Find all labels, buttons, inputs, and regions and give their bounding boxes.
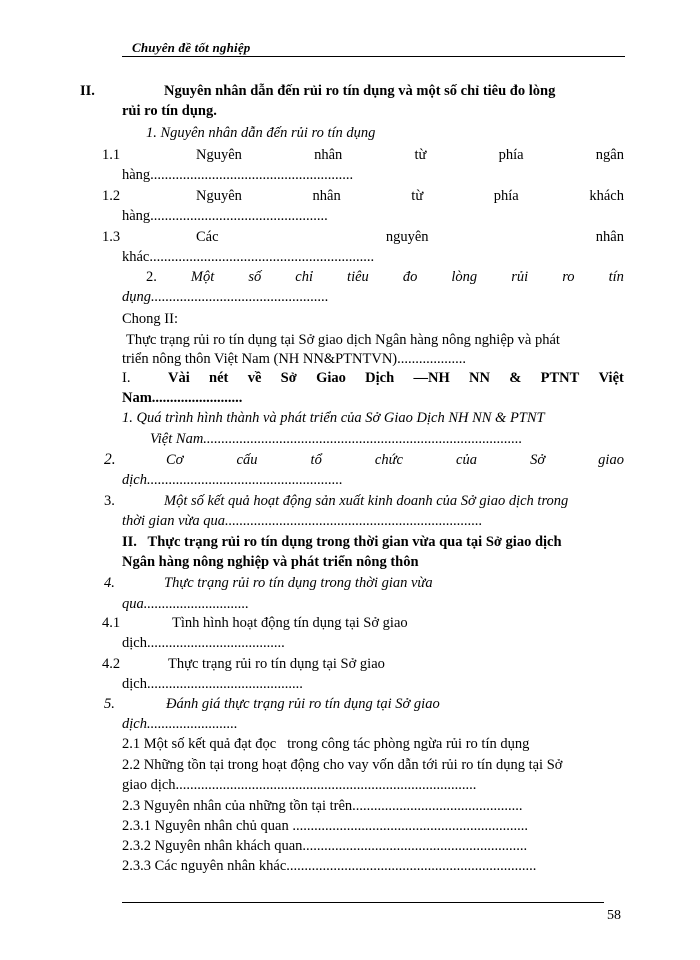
toc-entry-2 bbox=[146, 268, 624, 286]
word: nhân bbox=[312, 188, 341, 204]
chapter-label: Chong II: bbox=[122, 311, 178, 327]
toc-entry-2-2-line1: 2.2 Những tồn tại trong hoạt động cho vay vốn dẫn tới rủi ro tín dụng tại Sở bbox=[122, 757, 563, 773]
toc-entry-4-2-line2: dịch........................................... bbox=[122, 676, 303, 692]
word: Dịch bbox=[365, 370, 395, 386]
word: ngân bbox=[595, 147, 624, 163]
toc-entry-I-3-line1: Một số kết quả hoạt động sản xuất kinh doanh của Sở giao dịch trong bbox=[164, 493, 569, 509]
word: Việt bbox=[598, 370, 624, 386]
word: giao bbox=[598, 452, 624, 468]
word: nét bbox=[209, 370, 229, 386]
toc-entry-1: 1. Nguyên nhân dẫn đến rủi ro tín dụng bbox=[146, 125, 376, 141]
page-number: 58 bbox=[607, 908, 621, 923]
word: từ bbox=[414, 147, 427, 163]
toc-entry-2-2-line2: giao dịch................................................................................... bbox=[122, 777, 477, 793]
word: nhân bbox=[314, 147, 343, 163]
word: đo bbox=[402, 269, 418, 285]
toc-number-1-3: 1.3 bbox=[102, 229, 121, 245]
toc-entry-1-2-cont: hàng................................................. bbox=[122, 208, 328, 224]
word: Sở bbox=[280, 370, 297, 386]
toc-entry-2-3-3: 2.3.3 Các nguyên nhân khác..................................................................... bbox=[122, 858, 537, 874]
word: khách bbox=[589, 188, 624, 204]
toc-number-I-2: 2. bbox=[104, 451, 116, 468]
toc-entry-I-3-line2: thời gian vừa qua....................................................................... bbox=[122, 513, 483, 529]
toc-entry-II-line2: Ngân hàng nông nghiệp và phát triển nông thôn bbox=[122, 554, 419, 570]
chapter-title-line2: triển nông thôn Việt Nam (NH NN&PTNTVN)................... bbox=[122, 351, 467, 367]
toc-number-2: 2. bbox=[146, 269, 157, 285]
toc-number-4: 4. bbox=[104, 575, 115, 591]
toc-number-4-1: 4.1 bbox=[102, 615, 121, 631]
toc-entry-I bbox=[168, 369, 624, 387]
word: cấu bbox=[236, 452, 258, 468]
toc-entry-4-line1: Thực trạng rủi ro tín dụng trong thời gian vừa bbox=[164, 575, 433, 591]
toc-entry-I-2-cont: dịch...................................................... bbox=[122, 472, 343, 488]
section-title-line2: rủi ro tín dụng. bbox=[122, 103, 217, 119]
toc-entry-1-1-cont: hàng........................................................ bbox=[122, 167, 354, 183]
toc-entry-2-1: 2.1 Một số kết quả đạt đọc trong công tác phòng ngừa rủi ro tín dụng bbox=[122, 736, 530, 752]
toc-entry-5-line2: dịch......................... bbox=[122, 716, 238, 732]
section-title-line1: Nguyên nhân dẫn đến rủi ro tín dụng và một số chỉ tiêu đo lòng bbox=[164, 83, 556, 99]
toc-entry-1-3 bbox=[196, 228, 624, 246]
word: Cơ bbox=[166, 452, 184, 468]
word: Nguyên bbox=[196, 147, 242, 163]
toc-entry-2-cont: dụng................................................. bbox=[122, 289, 329, 305]
toc-entry-5-line1: Đánh giá thực trạng rủi ro tín dụng tại Sở giao bbox=[166, 696, 440, 712]
word: phía bbox=[493, 188, 519, 204]
header-rule bbox=[122, 56, 625, 57]
toc-entry-4-1-line1: Tình hình hoạt động tín dụng tại Sở giao bbox=[172, 615, 408, 631]
toc-number-I-3: 3. bbox=[104, 493, 115, 509]
word: về bbox=[247, 370, 262, 386]
word: Nguyên bbox=[196, 188, 242, 204]
toc-number-5: 5. bbox=[104, 696, 115, 712]
word: PTNT bbox=[540, 370, 580, 386]
toc-number-4-2: 4.2 bbox=[102, 656, 121, 672]
word: Một bbox=[190, 269, 215, 285]
toc-number-1-1: 1.1 bbox=[102, 147, 121, 163]
word: NN bbox=[469, 370, 490, 386]
word: nhân bbox=[595, 229, 624, 245]
word: chức bbox=[374, 452, 403, 468]
word: & bbox=[509, 370, 522, 386]
toc-entry-1-1 bbox=[196, 146, 624, 164]
word: từ bbox=[411, 188, 424, 204]
word: —NH bbox=[413, 370, 450, 386]
word: rủi bbox=[511, 269, 529, 285]
word: tiêu bbox=[347, 269, 369, 285]
word: lòng bbox=[451, 269, 478, 285]
word: của bbox=[456, 452, 477, 468]
word: Giao bbox=[316, 370, 346, 386]
toc-entry-4-1-line2: dịch...................................... bbox=[122, 635, 285, 651]
word: Các bbox=[196, 229, 219, 245]
toc-entry-1-2 bbox=[196, 187, 624, 205]
word: Vài bbox=[168, 370, 190, 386]
word: tổ bbox=[310, 452, 322, 468]
toc-entry-II-line1: II. Thực trạng rủi ro tín dụng trong thời gian vừa qua tại Sở giao dịch bbox=[122, 534, 562, 550]
toc-entry-2-3-1: 2.3.1 Nguyên nhân chủ quan ................................................................. bbox=[122, 818, 528, 834]
word: ro bbox=[562, 269, 575, 285]
word: số bbox=[248, 269, 262, 285]
toc-entry-I-2 bbox=[166, 451, 624, 469]
toc-entry-2-3-2: 2.3.2 Nguyên nhân khách quan.............................................................. bbox=[122, 838, 528, 854]
word: tín bbox=[608, 269, 624, 285]
word: Sở bbox=[530, 452, 546, 468]
footer-rule bbox=[122, 902, 604, 903]
chapter-title-line1: Thực trạng rủi ro tín dụng tại Sở giao dịch Ngân hàng nông nghiệp và phát bbox=[126, 332, 560, 348]
toc-number-1-2: 1.2 bbox=[102, 188, 121, 204]
toc-number-I: I. bbox=[122, 370, 131, 386]
toc-entry-1-3-cont: khác.............................................................. bbox=[122, 249, 375, 265]
toc-entry-2-3: 2.3 Nguyên nhân của những tồn tại trên............................................... bbox=[122, 798, 523, 814]
toc-entry-4-2-line1: Thực trạng rủi ro tín dụng tại Sở giao bbox=[168, 656, 385, 672]
section-number: II. bbox=[80, 83, 95, 99]
toc-entry-I-cont: Nam......................... bbox=[122, 390, 243, 406]
toc-entry-I-1-line2: Việt Nam........................................................................................ bbox=[150, 431, 523, 447]
header-title: Chuyên đề tốt nghiệp bbox=[132, 40, 251, 55]
word: chỉ bbox=[295, 269, 313, 285]
word: nguyên bbox=[385, 229, 429, 245]
toc-entry-I-1-line1: 1. Quá trình hình thành và phát triển của Sở Giao Dịch NH NN & PTNT bbox=[122, 410, 545, 426]
word: phía bbox=[498, 147, 524, 163]
toc-entry-4-line2: qua............................. bbox=[122, 596, 249, 612]
